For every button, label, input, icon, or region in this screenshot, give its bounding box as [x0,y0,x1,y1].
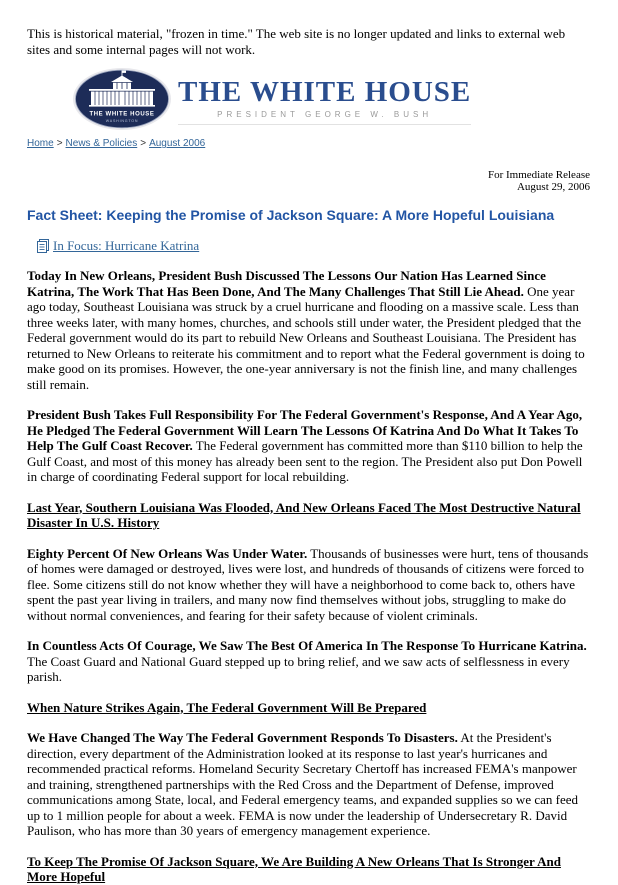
body-paragraph [27,268,590,392]
paragraph-text: Thousands of businesses were hurt, tens of thousands of homes were damaged or destroyed, lives were lost, and hundreds of thousands of citizens were forced to flee. Some citizens still do not know whether they will have a neighborhood to come back to, others have spent the past year living in trailers, and many now find themselves without jobs, struggling to make do without normal conveniences, and fearing for their safety because of violent criminals. [27,545,589,623]
site-title: THE WHITE HOUSE [178,76,472,108]
body-paragraph [27,638,590,685]
in-focus-row [37,238,590,253]
frozen-in-time-disclaimer: This is historical material, "frozen in time." The web site is no longer updated and links to external web sites and some internal pages will not work. [27,26,566,57]
section-heading-text: Last Year, Southern Louisiana Was Flooded, And New Orleans Faced The Most Destructive Natural Disaster In U.S. History [27,499,581,530]
section-heading [27,700,590,716]
article-body [27,268,590,885]
paragraph-lead: In Countless Acts Of Courage, We Saw The Best Of America In The Response To Hurricane Katrina. [27,638,587,653]
breadcrumb-link-august-2006[interactable]: August 2006 [149,138,206,149]
paragraph-lead: President Bush Takes Full Responsibility For The Federal Government's Response, And A Year Ago, He Pledged The Federal Government Will Learn The Lessons Of Katrina And Do What It Takes To Help The Gulf Coast Recover. [27,407,583,453]
site-header [72,67,590,131]
paragraph-lead: Today In New Orleans, President Bush Discussed The Lessons Our Nation Has Learned Since Katrina, The Work That Has Been Done, And The Many Challenges That Still Lie Ahead. [27,268,546,299]
paragraph-text: One year ago today, Southeast Louisiana was struck by a cruel hurricane and flooding on a massive scale. Less than three weeks later, with many homes, churches, and schools still under water, the President pledged that the Federal government would do its part to rebuild New Orleans and Southeast Louisiana. The President has returned to New Orleans to reiterate his commitment and to report what the Federal government is doing to make good on its promises. However, the one-year anniversary is not the finish line, and many challenges still remain. [27,283,585,392]
white-house-seal-icon [72,67,172,131]
page-title: Fact Sheet: Keeping the Promise of Jackson Square: A More Hopeful Louisiana [27,207,555,223]
masthead [178,67,471,125]
paragraph-text: The Federal government has committed more than $110 billion to help the Gulf Coast, and most of this money has already been sent to the region. The President also put Don Powell in charge of coordinating Federal support for local rebuilding. [27,438,583,484]
section-heading [27,854,590,885]
section-heading [27,500,590,531]
paragraph-text: The Coast Guard and National Guard stepped up to bring relief, and we saw acts of selflessness in every parish. [27,653,570,684]
site-subtitle: PRESIDENT GEORGE W. BUSH [178,107,471,125]
white-house-seal-logo[interactable] [72,67,172,131]
seal-text-line1: THE WHITE HOUSE [89,111,155,118]
release-info [27,169,590,193]
paragraph-lead: Eighty Percent Of New Orleans Was Under Water. [27,545,308,561]
body-paragraph [27,730,590,839]
breadcrumb-separator: > [56,138,63,149]
breadcrumb-link-news-policies[interactable]: News & Policies [65,138,138,149]
body-paragraph [27,546,590,624]
breadcrumb-separator: > [140,138,147,149]
breadcrumb-link-home[interactable]: Home [27,138,54,149]
in-focus-link[interactable]: In Focus: Hurricane Katrina [53,238,200,253]
seal-text-line2: WASHINGTON [105,119,139,123]
document-icon [37,239,49,253]
release-date: August 29, 2006 [516,181,590,193]
breadcrumb [27,138,590,150]
paragraph-text: At the President's direction, every department of the Administration looked at its response to last year's hurricanes and recommended practical reforms. Homeland Security Secretary Chertoff has increased FEMA's manpower and training, strengthened partnerships with the Red Cross and the Department of Defense, improved communications among State, local, and Federal emergency teams, and expanded supplies so we can feed up to 1 million people for about a week. FEMA is now under the leadership of Undersecretary R. David Paulison, who has more than 30 years of emergency management experience. [27,730,578,838]
body-paragraph [27,407,590,485]
section-heading-text: When Nature Strikes Again, The Federal Government Will Be Prepared [27,699,427,715]
release-line: For Immediate Release [487,169,590,181]
paragraph-lead: We Have Changed The Way The Federal Government Responds To Disasters. [27,730,458,745]
section-heading-text: To Keep The Promise Of Jackson Square, We Are Building A New Orleans That Is Stronger And More Hopeful [27,853,561,884]
